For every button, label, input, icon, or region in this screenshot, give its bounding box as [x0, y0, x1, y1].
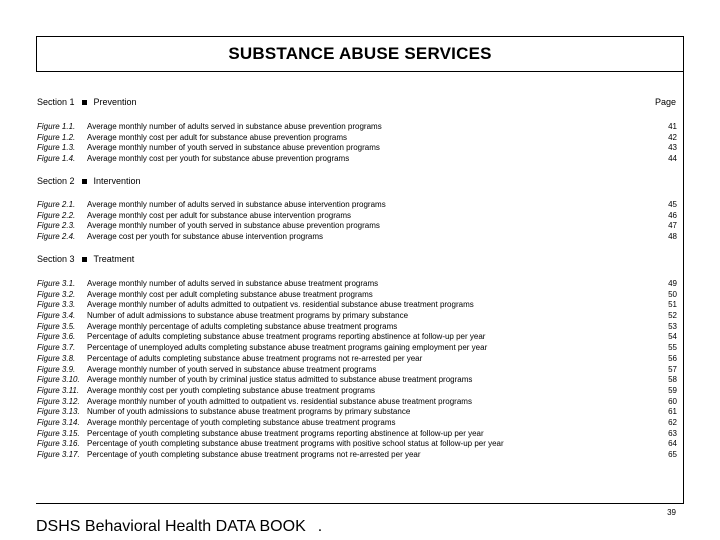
page-column-header: Page [654, 97, 676, 107]
figure-row[interactable] [37, 200, 677, 211]
figure-title: Percentage of adults completing substance abuse treatment programs not re-arrested per year [87, 353, 423, 363]
figure-list [37, 122, 677, 165]
figure-title: Average monthly cost per adult for substance abuse prevention programs [87, 132, 347, 142]
figure-title: Number of youth admissions to substance abuse treatment programs by primary substance [87, 407, 411, 417]
figure-row[interactable] [37, 429, 677, 440]
figure-row[interactable] [37, 322, 677, 333]
figure-row[interactable] [37, 154, 677, 165]
figure-number: Figure 3.17. [37, 450, 80, 459]
figure-title: Average monthly number of adults admitted to outpatient vs. residential substance abuse treatment programs [87, 300, 474, 310]
figure-row[interactable] [37, 397, 677, 408]
figure-page: 58 [668, 375, 677, 385]
figure-title: Average monthly number of youth served in substance abuse treatment programs [87, 364, 377, 374]
figure-row[interactable] [37, 450, 677, 461]
figure-row[interactable] [37, 343, 677, 354]
figure-title: Percentage of unemployed adults completing substance abuse treatment programs gaining employment per year [87, 343, 488, 353]
section-header [37, 97, 137, 107]
figure-row[interactable] [37, 407, 677, 418]
figure-number: Figure 1.3. [37, 143, 76, 153]
figure-page: 41 [668, 122, 677, 131]
figure-row[interactable] [37, 143, 677, 154]
figure-page: 47 [668, 221, 677, 231]
figure-row[interactable] [37, 133, 677, 144]
footer-divider [36, 503, 684, 504]
figure-page: 48 [668, 232, 677, 242]
figure-page: 61 [668, 407, 677, 417]
figure-number: Figure 1.4. [37, 154, 76, 164]
figure-page: 51 [668, 300, 677, 310]
figure-number: Figure 3.7. [37, 343, 76, 353]
figure-page: 53 [668, 321, 677, 331]
figure-row[interactable] [37, 418, 677, 429]
figure-number: Figure 3.6. [37, 332, 76, 342]
figure-number: Figure 3.15. [37, 428, 80, 438]
figure-title: Average monthly cost per adult completing substance abuse treatment programs [87, 289, 373, 299]
figure-page: 60 [668, 396, 677, 406]
figure-page: 63 [668, 428, 677, 438]
figure-page: 49 [668, 279, 677, 288]
figure-number: Figure 3.9. [37, 364, 76, 374]
figure-page: 59 [668, 385, 677, 395]
figure-page: 50 [668, 289, 677, 299]
figure-number: Figure 2.1. [37, 200, 76, 209]
figure-number: Figure 3.16. [37, 439, 80, 449]
figure-row[interactable] [37, 300, 677, 311]
section-header [37, 254, 134, 264]
right-margin-rule [683, 72, 684, 504]
footer-page-number: 39 [667, 508, 676, 517]
figure-title: Average monthly number of youth admitted to outpatient vs. residential substance abuse treatment programs [87, 396, 472, 406]
square-bullet-icon [82, 100, 87, 105]
figure-row[interactable] [37, 290, 677, 301]
figure-number: Figure 3.5. [37, 321, 76, 331]
figure-number: Figure 3.3. [37, 300, 76, 310]
figure-title: Average monthly cost per adult for substance abuse intervention programs [87, 210, 351, 220]
figure-page: 43 [668, 143, 677, 153]
section-header [37, 176, 141, 186]
figure-row[interactable] [37, 354, 677, 365]
figure-title: Percentage of youth completing substance abuse treatment programs not re-arrested per year [87, 450, 421, 459]
figure-number: Figure 3.12. [37, 396, 80, 406]
footer-book-title [36, 518, 322, 536]
figure-number: Figure 3.8. [37, 353, 76, 363]
figure-row[interactable] [37, 279, 677, 290]
figure-page: 45 [668, 200, 677, 209]
figure-number: Figure 3.13. [37, 407, 80, 417]
figure-title: Average monthly number of youth by criminal justice status admitted to substance abuse treatment programs [87, 375, 473, 385]
section-label: Section 2 [37, 176, 75, 186]
section-name: Intervention [93, 176, 141, 186]
figure-page: 52 [668, 311, 677, 321]
figure-row[interactable] [37, 221, 677, 232]
section-label: Section 1 [37, 97, 75, 107]
figure-row[interactable] [37, 211, 677, 222]
figure-row[interactable] [37, 439, 677, 450]
figure-number: Figure 2.2. [37, 210, 76, 220]
page-title: SUBSTANCE ABUSE SERVICES [36, 36, 684, 72]
figure-number: Figure 1.1. [37, 122, 76, 131]
figure-page: 64 [668, 439, 677, 449]
figure-page: 65 [668, 450, 677, 459]
figure-number: Figure 1.2. [37, 132, 76, 142]
figure-row[interactable] [37, 122, 677, 133]
figure-list [37, 200, 677, 243]
section-name: Treatment [93, 254, 135, 264]
figure-title: Percentage of adults completing substance abuse treatment programs reporting abstinence at follow-up per year [87, 332, 486, 342]
figure-number: Figure 3.1. [37, 279, 76, 288]
figure-title: Average monthly number of adults served in substance abuse treatment programs [87, 279, 379, 288]
figure-row[interactable] [37, 311, 677, 322]
figure-title: Average monthly cost per youth completing substance abuse treatment programs [87, 385, 376, 395]
section-name: Prevention [93, 97, 137, 107]
figure-title: Average monthly number of adults served in substance abuse intervention programs [87, 200, 386, 209]
square-bullet-icon [82, 257, 87, 262]
figure-title: Average monthly percentage of youth completing substance abuse treatment programs [87, 417, 396, 427]
figure-page: 57 [668, 364, 677, 374]
figure-title: Average monthly number of youth served in substance abuse prevention programs [87, 221, 380, 231]
figure-title: Average monthly number of youth served in substance abuse prevention programs [87, 143, 380, 153]
section-label: Section 3 [37, 254, 75, 264]
figure-page: 62 [668, 417, 677, 427]
figure-title: Average monthly cost per youth for substance abuse prevention programs [87, 154, 350, 164]
figure-number: Figure 3.2. [37, 289, 76, 299]
figure-page: 42 [668, 132, 677, 142]
figure-title: Average cost per youth for substance abuse intervention programs [87, 232, 323, 242]
figure-title: Average monthly number of adults served in substance abuse prevention programs [87, 122, 382, 131]
figure-row[interactable] [37, 365, 677, 376]
figure-number: Figure 2.3. [37, 221, 76, 231]
figure-page: 55 [668, 343, 677, 353]
book-title-text: DSHS Behavioral Health DATA BOOK [36, 518, 306, 535]
figure-page: 56 [668, 353, 677, 363]
figure-number: Figure 3.11. [37, 385, 80, 395]
figure-number: Figure 3.4. [37, 311, 76, 321]
figure-number: Figure 2.4. [37, 232, 76, 242]
figure-number: Figure 3.10. [37, 375, 80, 385]
figure-page: 54 [668, 332, 677, 342]
figure-page: 44 [668, 154, 677, 164]
figure-title: Number of adult admissions to substance abuse treatment programs by primary substance [87, 311, 409, 321]
figure-row[interactable] [37, 375, 677, 386]
figure-list [37, 279, 677, 461]
figure-title: Percentage of youth completing substance abuse treatment programs with positive school status at follow-up per year [87, 439, 504, 449]
footer-dot: . [317, 518, 323, 535]
figure-title: Percentage of youth completing substance abuse treatment programs reporting abstinence at follow-up per year [87, 428, 484, 438]
figure-page: 46 [668, 210, 677, 220]
figure-title: Average monthly percentage of adults completing substance abuse treatment programs [87, 321, 398, 331]
figure-number: Figure 3.14. [37, 417, 80, 427]
figure-row[interactable] [37, 232, 677, 243]
figure-row[interactable] [37, 332, 677, 343]
figure-row[interactable] [37, 386, 677, 397]
square-bullet-icon [82, 179, 87, 184]
